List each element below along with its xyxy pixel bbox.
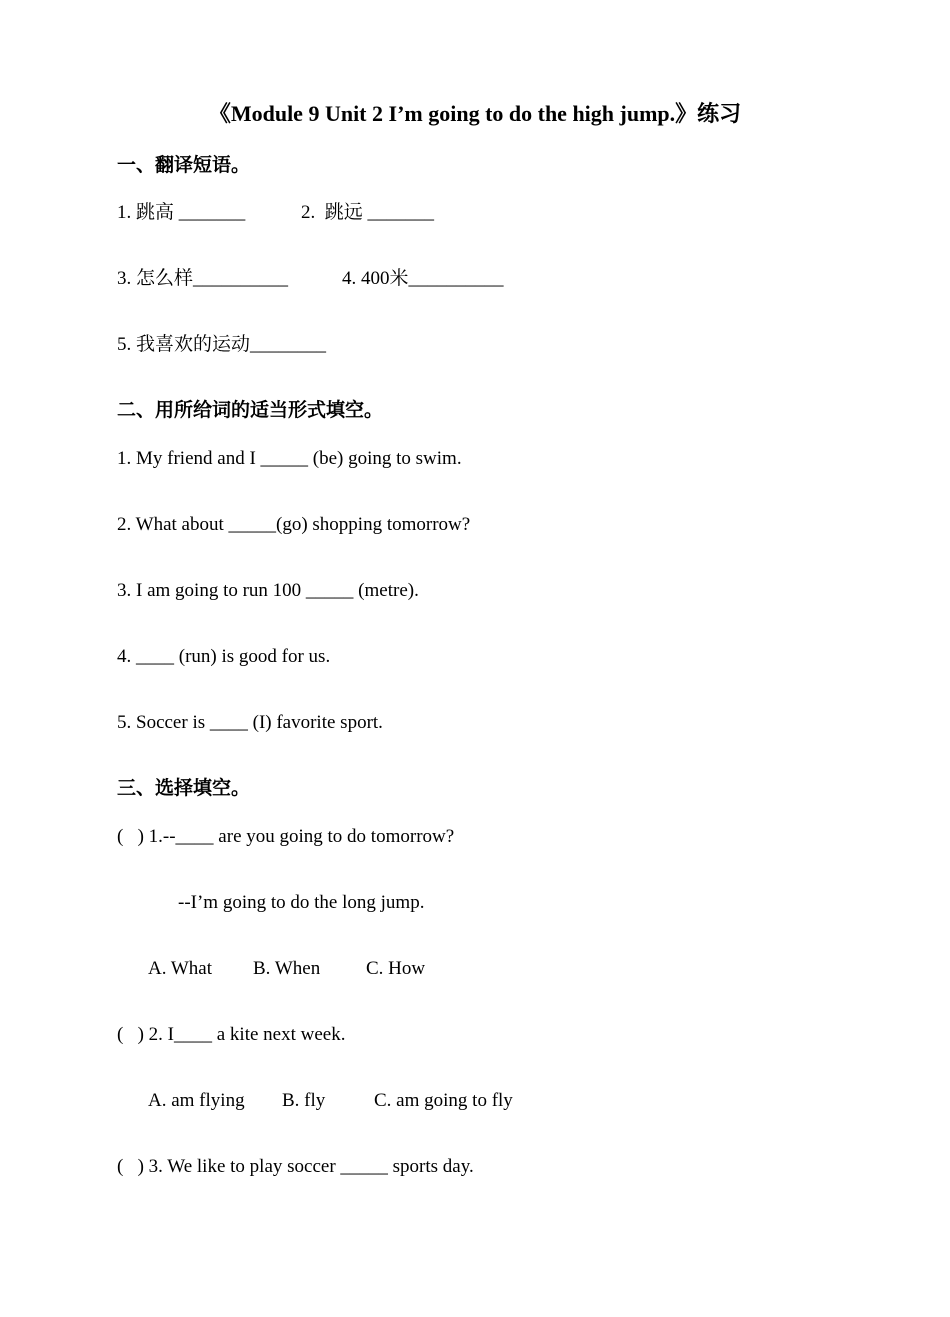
section3-q2-option-b: B. fly <box>282 1090 326 1111</box>
section1-item-5: 5. 我喜欢的运动________ <box>117 334 327 355</box>
section1-item-4: 4. 400米__________ <box>342 268 504 289</box>
section1-item-3: 3. 怎么样__________ <box>117 268 289 289</box>
section3-q3-question: ( ) 3. We like to play soccer _____ sports day. <box>117 1156 474 1177</box>
section3-q1-question: ( ) 1.--____ are you going to do tomorrow? <box>117 826 455 847</box>
page-title: 《Module 9 Unit 2 I’m going to do the high jump.》练习 <box>208 101 742 126</box>
section3-q2-option-c: C. am going to fly <box>374 1090 513 1111</box>
section3-heading: 三、选择填空。 <box>117 778 251 799</box>
section1-item-1: 1. 跳高 _______ <box>117 202 246 223</box>
section2-item-2: 2. What about _____(go) shopping tomorrow? <box>117 514 471 535</box>
section3-q2-question: ( ) 2. I____ a kite next week. <box>117 1024 346 1045</box>
section2-heading: 二、用所给词的适当形式填空。 <box>117 400 384 421</box>
section1-heading: 一、翻译短语。 <box>117 155 251 176</box>
section1-item-2: 2. 跳远 _______ <box>301 202 435 223</box>
section2-item-1: 1. My friend and I _____ (be) going to swim. <box>117 448 462 469</box>
section3-q1-option-b: B. When <box>253 958 321 979</box>
section3-q1-option-c: C. How <box>366 958 426 979</box>
section3-q1-answer-line: --I’m going to do the long jump. <box>178 892 425 913</box>
section3-q1-option-a: A. What <box>148 958 213 979</box>
section2-item-3: 3. I am going to run 100 _____ (metre). <box>117 580 419 601</box>
section2-item-5: 5. Soccer is ____ (I) favorite sport. <box>117 712 383 733</box>
section2-item-4: 4. ____ (run) is good for us. <box>117 646 331 667</box>
section3-q2-option-a: A. am flying <box>148 1090 245 1111</box>
